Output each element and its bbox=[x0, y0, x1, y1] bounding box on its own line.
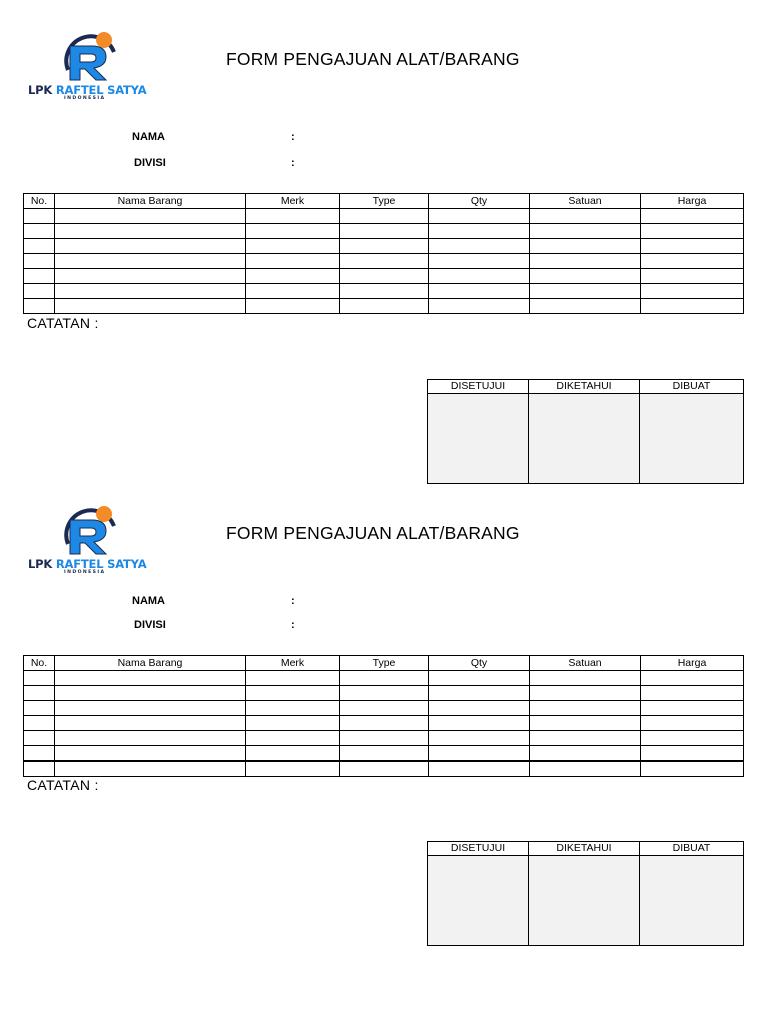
sign-header-diketahui: DIKETAHUI bbox=[529, 380, 640, 394]
col-header-merk: Merk bbox=[246, 194, 340, 209]
table-cell[interactable] bbox=[340, 746, 429, 762]
table-cell[interactable] bbox=[641, 254, 744, 269]
signature-box-diketahui[interactable] bbox=[529, 394, 640, 484]
table-cell[interactable] bbox=[55, 254, 246, 269]
table-cell[interactable] bbox=[24, 284, 55, 299]
table-row bbox=[24, 671, 744, 686]
table-row bbox=[24, 746, 744, 762]
table-cell[interactable] bbox=[246, 224, 340, 239]
table-cell[interactable] bbox=[530, 239, 641, 254]
table-cell[interactable] bbox=[429, 761, 530, 777]
raftel-r-logo-icon bbox=[56, 26, 126, 84]
table-row bbox=[24, 239, 744, 254]
table-cell[interactable] bbox=[24, 686, 55, 701]
table-cell[interactable] bbox=[641, 746, 744, 762]
table-cell[interactable] bbox=[24, 254, 55, 269]
field-label-nama: NAMA bbox=[132, 595, 165, 607]
col-header-satuan: Satuan bbox=[530, 656, 641, 671]
logo-subtext: INDONESIA bbox=[64, 570, 106, 575]
company-logo bbox=[26, 26, 147, 102]
table-cell[interactable] bbox=[55, 761, 246, 777]
raftel-r-logo-icon bbox=[56, 500, 126, 558]
table-cell[interactable] bbox=[429, 209, 530, 224]
table-cell[interactable] bbox=[55, 284, 246, 299]
col-header-harga: Harga bbox=[641, 194, 744, 209]
form-title: FORM PENGAJUAN ALAT/BARANG bbox=[226, 49, 520, 69]
logo-brand-text bbox=[28, 83, 146, 97]
table-cell[interactable] bbox=[55, 209, 246, 224]
items-table-body bbox=[24, 209, 744, 314]
table-cell[interactable] bbox=[246, 254, 340, 269]
table-cell[interactable] bbox=[429, 224, 530, 239]
items-table bbox=[23, 193, 744, 314]
table-cell[interactable] bbox=[340, 269, 429, 284]
table-cell[interactable] bbox=[24, 701, 55, 716]
table-cell[interactable] bbox=[641, 731, 744, 746]
table-cell[interactable] bbox=[55, 686, 246, 701]
table-cell[interactable] bbox=[429, 254, 530, 269]
table-row bbox=[24, 761, 744, 777]
table-cell[interactable] bbox=[641, 269, 744, 284]
table-cell[interactable] bbox=[24, 239, 55, 254]
table-cell[interactable] bbox=[530, 746, 641, 762]
table-cell[interactable] bbox=[429, 746, 530, 762]
table-cell[interactable] bbox=[246, 269, 340, 284]
table-cell[interactable] bbox=[24, 209, 55, 224]
table-cell[interactable] bbox=[24, 731, 55, 746]
sign-header-dibuat: DIBUAT bbox=[640, 842, 744, 856]
col-header-nama-barang: Nama Barang bbox=[55, 194, 246, 209]
table-cell[interactable] bbox=[246, 239, 340, 254]
table-cell[interactable] bbox=[55, 224, 246, 239]
table-row bbox=[24, 209, 744, 224]
signature-table bbox=[427, 379, 744, 484]
table-cell[interactable] bbox=[24, 299, 55, 314]
col-header-harga: Harga bbox=[641, 656, 744, 671]
signature-box-row bbox=[428, 394, 744, 484]
table-cell[interactable] bbox=[429, 686, 530, 701]
signature-table bbox=[427, 841, 744, 946]
table-cell[interactable] bbox=[55, 731, 246, 746]
table-row bbox=[24, 299, 744, 314]
table-cell[interactable] bbox=[340, 209, 429, 224]
table-cell[interactable] bbox=[429, 239, 530, 254]
table-cell[interactable] bbox=[530, 224, 641, 239]
col-header-type: Type bbox=[340, 194, 429, 209]
table-cell[interactable] bbox=[340, 716, 429, 731]
col-header-qty: Qty bbox=[429, 656, 530, 671]
logo-brand-left: LPK bbox=[28, 557, 53, 571]
col-header-satuan: Satuan bbox=[530, 194, 641, 209]
company-logo bbox=[26, 500, 147, 576]
table-cell[interactable] bbox=[340, 701, 429, 716]
table-header-row bbox=[24, 656, 744, 671]
items-table-body bbox=[24, 671, 744, 777]
table-cell[interactable] bbox=[55, 299, 246, 314]
table-cell[interactable] bbox=[530, 299, 641, 314]
table-cell[interactable] bbox=[530, 209, 641, 224]
logo-brand-text bbox=[28, 557, 146, 571]
table-row bbox=[24, 716, 744, 731]
table-cell[interactable] bbox=[246, 284, 340, 299]
table-cell[interactable] bbox=[55, 716, 246, 731]
table-cell[interactable] bbox=[246, 701, 340, 716]
table-cell[interactable] bbox=[55, 746, 246, 762]
table-row bbox=[24, 269, 744, 284]
table-cell[interactable] bbox=[429, 701, 530, 716]
table-cell[interactable] bbox=[641, 686, 744, 701]
table-cell[interactable] bbox=[24, 224, 55, 239]
logo-brand-right: RAFTEL SATYA bbox=[55, 83, 147, 97]
table-cell[interactable] bbox=[530, 761, 641, 777]
table-cell[interactable] bbox=[24, 716, 55, 731]
field-colon-divisi: : bbox=[291, 157, 295, 169]
field-label-divisi: DIVISI bbox=[134, 157, 166, 169]
form-title: FORM PENGAJUAN ALAT/BARANG bbox=[226, 523, 520, 543]
table-cell[interactable] bbox=[530, 284, 641, 299]
table-cell[interactable] bbox=[246, 731, 340, 746]
table-row bbox=[24, 686, 744, 701]
table-cell[interactable] bbox=[24, 746, 55, 762]
table-cell[interactable] bbox=[641, 239, 744, 254]
field-label-divisi: DIVISI bbox=[134, 619, 166, 631]
table-cell[interactable] bbox=[641, 716, 744, 731]
signature-box-disetujui[interactable] bbox=[428, 394, 529, 484]
table-cell[interactable] bbox=[246, 209, 340, 224]
table-cell[interactable] bbox=[246, 746, 340, 762]
table-cell[interactable] bbox=[55, 269, 246, 284]
field-label-nama: NAMA bbox=[132, 131, 165, 143]
table-cell[interactable] bbox=[55, 671, 246, 686]
logo-subtext: INDONESIA bbox=[64, 96, 106, 101]
table-cell[interactable] bbox=[641, 761, 744, 777]
table-cell[interactable] bbox=[429, 671, 530, 686]
logo-brand-right: RAFTEL SATYA bbox=[55, 557, 147, 571]
sign-header-dibuat: DIBUAT bbox=[640, 380, 744, 394]
table-cell[interactable] bbox=[340, 299, 429, 314]
table-cell[interactable] bbox=[641, 224, 744, 239]
table-cell[interactable] bbox=[340, 671, 429, 686]
signature-box-dibuat[interactable] bbox=[640, 394, 744, 484]
sign-header-diketahui: DIKETAHUI bbox=[529, 842, 640, 856]
table-row bbox=[24, 731, 744, 746]
table-cell[interactable] bbox=[530, 701, 641, 716]
table-cell[interactable] bbox=[429, 716, 530, 731]
table-cell[interactable] bbox=[429, 284, 530, 299]
table-cell[interactable] bbox=[530, 269, 641, 284]
table-cell[interactable] bbox=[429, 731, 530, 746]
items-table bbox=[23, 655, 744, 777]
field-colon-divisi: : bbox=[291, 619, 295, 631]
signature-box-disetujui[interactable] bbox=[428, 856, 529, 946]
table-cell[interactable] bbox=[24, 761, 55, 777]
col-header-type: Type bbox=[340, 656, 429, 671]
signature-header-row bbox=[428, 380, 744, 394]
table-cell[interactable] bbox=[246, 299, 340, 314]
table-cell[interactable] bbox=[429, 269, 530, 284]
table-cell[interactable] bbox=[530, 716, 641, 731]
table-row bbox=[24, 284, 744, 299]
logo-brand-left: LPK bbox=[28, 83, 53, 97]
table-cell[interactable] bbox=[340, 239, 429, 254]
table-cell[interactable] bbox=[246, 761, 340, 777]
signature-box-diketahui[interactable] bbox=[529, 856, 640, 946]
sign-header-disetujui: DISETUJUI bbox=[428, 842, 529, 856]
table-cell[interactable] bbox=[340, 254, 429, 269]
table-cell[interactable] bbox=[340, 731, 429, 746]
table-cell[interactable] bbox=[55, 239, 246, 254]
signature-header-row bbox=[428, 842, 744, 856]
table-cell[interactable] bbox=[641, 209, 744, 224]
table-header-row bbox=[24, 194, 744, 209]
table-cell[interactable] bbox=[246, 671, 340, 686]
table-cell[interactable] bbox=[641, 701, 744, 716]
table-cell[interactable] bbox=[530, 686, 641, 701]
table-cell[interactable] bbox=[641, 299, 744, 314]
col-header-no: No. bbox=[24, 656, 55, 671]
notes-label: CATATAN : bbox=[27, 777, 99, 793]
signature-box-dibuat[interactable] bbox=[640, 856, 744, 946]
col-header-nama-barang: Nama Barang bbox=[55, 656, 246, 671]
col-header-qty: Qty bbox=[429, 194, 530, 209]
sign-header-disetujui: DISETUJUI bbox=[428, 380, 529, 394]
table-row bbox=[24, 224, 744, 239]
table-cell[interactable] bbox=[24, 269, 55, 284]
table-cell[interactable] bbox=[641, 671, 744, 686]
field-colon-nama: : bbox=[291, 131, 295, 143]
table-cell[interactable] bbox=[340, 686, 429, 701]
table-cell[interactable] bbox=[340, 761, 429, 777]
notes-label: CATATAN : bbox=[27, 315, 99, 331]
col-header-no: No. bbox=[24, 194, 55, 209]
table-row bbox=[24, 701, 744, 716]
table-cell[interactable] bbox=[429, 299, 530, 314]
table-cell[interactable] bbox=[530, 731, 641, 746]
table-cell[interactable] bbox=[340, 224, 429, 239]
table-cell[interactable] bbox=[641, 284, 744, 299]
table-cell[interactable] bbox=[246, 686, 340, 701]
table-cell[interactable] bbox=[55, 701, 246, 716]
signature-box-row bbox=[428, 856, 744, 946]
field-colon-nama: : bbox=[291, 595, 295, 607]
table-cell[interactable] bbox=[246, 716, 340, 731]
table-row bbox=[24, 254, 744, 269]
table-cell[interactable] bbox=[340, 284, 429, 299]
table-cell[interactable] bbox=[24, 671, 55, 686]
table-cell[interactable] bbox=[530, 671, 641, 686]
table-cell[interactable] bbox=[530, 254, 641, 269]
col-header-merk: Merk bbox=[246, 656, 340, 671]
